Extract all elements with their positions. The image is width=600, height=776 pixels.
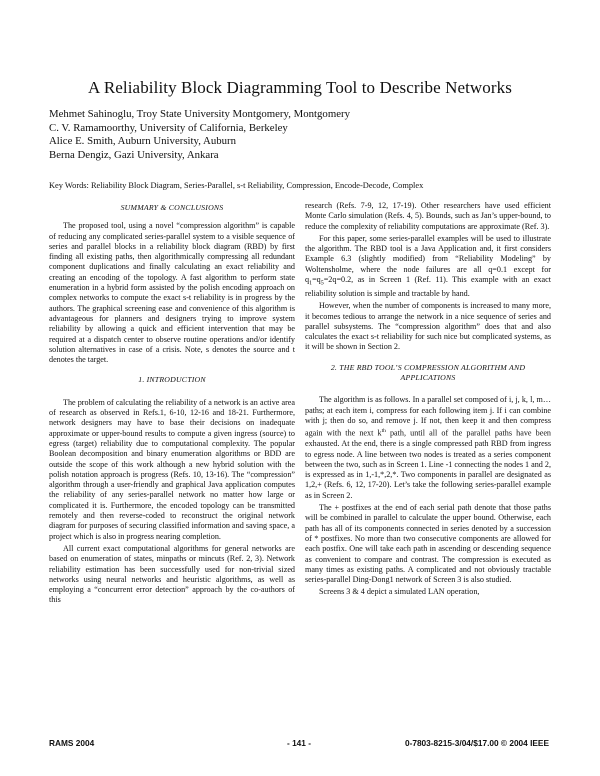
- algorithm-text-start: The algorithm is as follows. In a parallel set composed of i, j, k, l, m… paths; at each item i, compress for each following item j. If i can combine with j; then do so, and remove j. If not, then keep it and then compress again with the next k: [305, 395, 551, 438]
- intro-paragraph-2: All current exact computational algorithms for general networks are based on enumeration of states, minpaths or mincuts (Ref. 2, 3). Network reliability estimation has been successfully used for non-trivial sized networks using neural networks and heuristic algorithms, as well as employing a “concurrent error detection” approach by the co-authors of this: [49, 543, 295, 605]
- paper-title: A Reliability Block Diagramming Tool to Describe Networks: [88, 78, 512, 97]
- summary-heading: SUMMARY & CONCLUSIONS: [120, 203, 224, 212]
- example-text-end: =0.2, as in Screen 1 (Ref. 11). This example with an exact reliability solution is simple and tractable by hand.: [305, 275, 551, 298]
- footer-conference: RAMS 2004: [49, 738, 95, 748]
- footer-page-number: - 141 -: [287, 738, 311, 748]
- however-paragraph: However, when the number of components is increased to many more, it becomes tedious to arrange the network in a nice sequence of series and parallel subsystems. The “compression algorithm” does that and also calculates the exact s-t reliability for such nice but complicated systems, as it will be shown in Section 2.: [305, 301, 551, 352]
- author-line: Mehmet Sahinoglu, Troy State University Montgomery, Montgomery: [49, 108, 350, 120]
- keywords-line: Key Words: Reliability Block Diagram, Series-Parallel, s-t Reliability, Compression, Encode-Decode, Complex: [49, 181, 424, 190]
- screens-paragraph: Screens 3 & 4 depict a simulated LAN operation,: [319, 587, 480, 597]
- intro-paragraph-1: The problem of calculating the reliability of a network is an active area of research as observed in Refs.1, 6-10, 12-16 and 18-21. Furthermore, network designers may have to base their decisions on inadequate approximate or upper-bound results to compute a given ingress (source) to egress (target) reliability due to computational complexity. The popular Boolean decomposition and binary enumeration algorithms or BDD are outside the scope of this work although a new hybrid solution with the polish notation approach is progress (Refs. 10, 13-16). The “compression” algorithm through a user-friendly and graphical Java application computes the reliability of any series-parallel network no matter how large or complicated it is. Furthermore, the encoded topology can be transmitted remotely and then reverse-coded to reconstruct the original network diagram for purposes of securing classified information and saving space, a project which is also in progress nearing completion.: [49, 397, 295, 541]
- summary-paragraph: The proposed tool, using a novel “compression algorithm” is capable of reducing any complicated series-parallel system to a visible sequence of series and parallel blocks in a reliability block diagram (RBD) by first finding all existing paths, then algorithmically compressing all redundant component duplications and finally calculating an exact reliability and creating an encoding of the topology. A fast algorithm to perform state enumeration in a hybrid form assisted by the polish encoding approach on complex networks to compute the exact s-t reliability is in progress by the authors. The graphical screening ease and convenience of this algorithm is advantageous for planners and designers trying to improve system reliability by allowing a quick and efficient intervention that may be required at a dispatch center to observe routine operations and/or identify solution alternatives in case of a crisis. Note, s denotes the source and t denotes the target.: [49, 221, 295, 365]
- footer-copyright: 0-7803-8215-3/04/$17.00 © 2004 IEEE: [404, 738, 549, 748]
- author-list: [49, 108, 549, 162]
- example-paragraph: For this paper, some series-parallel examples will be used to illustrate the algorithm. The RBD tool is a Java Application and, it first considers Example 6.3 (slightly modified) from “Reliability Modeling” by Woltensholme, where the node failures are all q=0.1 except for $q_1=q_5=2q=0.2$, as in Screen 1 (Ref. 11). This example with an exact reliability solution is simple and tractable by hand.: [305, 233, 551, 298]
- section-2-heading: 2. THE RBD TOOL’S COMPRESSION ALGORITHM AND APPLICATIONS: [330, 362, 526, 383]
- algorithm-paragraph: [305, 395, 551, 501]
- continued-paragraph: research (Refs. 7-9, 12, 17-19). Other researchers have used efficient Monte Carlo simulation (Refs. 4, 5). Bounds, such as Jan’s upper-bound, to reduce the complexity of reliability computations are approximate (Ref. 3).: [305, 201, 551, 231]
- algorithm-text-end: path, until all of the parallel paths have been exhausted. At the end, there is a single compressed path RBD from ingress to egress node. A line between two nodes is treated as a series component between the two, such as in Screen 1. Line -1 connecting the nodes 1 and 2, is expressed as in 1,-1,*,2,*. Two components in parallel are designated as 1,2,+ (Refs. 6, 12, 17-20). Let’s take the following series-parallel example as in Screen 2.: [305, 428, 551, 500]
- left-column: [49, 201, 295, 606]
- author-line: Berna Dengiz, Gazi University, Ankara: [49, 148, 219, 161]
- page-footer: [49, 738, 549, 750]
- introduction-heading: 1. INTRODUCTION: [138, 375, 206, 385]
- postfix-paragraph: The + postfixes at the end of each serial path denote that those paths will be combined in parallel to calculate the upper bound. Otherwise, each path has all of its components connected in series denoted by a succession of * postfixes. No more than two consecutive components are allowed for each postfix. One will take each path in ascending or descending sequence as convenient to compare and contrast. The compression is executed as many times as existing paths. A complicated and not obviously tractable series-parallel Ding-Dong1 network of Screen 3 is also studied.: [305, 503, 551, 585]
- example-text-start: For this paper, some series-parallel examples will be used to illustrate the algorithm. The RBD tool is a Java Application and, it first considers Example 6.3 (slightly modified) from “Reliability Modeling” by Woltensholme, where the node failures are all q=0.1 except for q: [305, 233, 551, 285]
- right-column: [305, 201, 551, 598]
- author-line: Alice E. Smith, Auburn University, Auburn: [49, 135, 237, 148]
- superscript-th: th: [381, 428, 386, 435]
- author-line: C. V. Ramamoorthy, University of California, Berkeley: [49, 121, 288, 134]
